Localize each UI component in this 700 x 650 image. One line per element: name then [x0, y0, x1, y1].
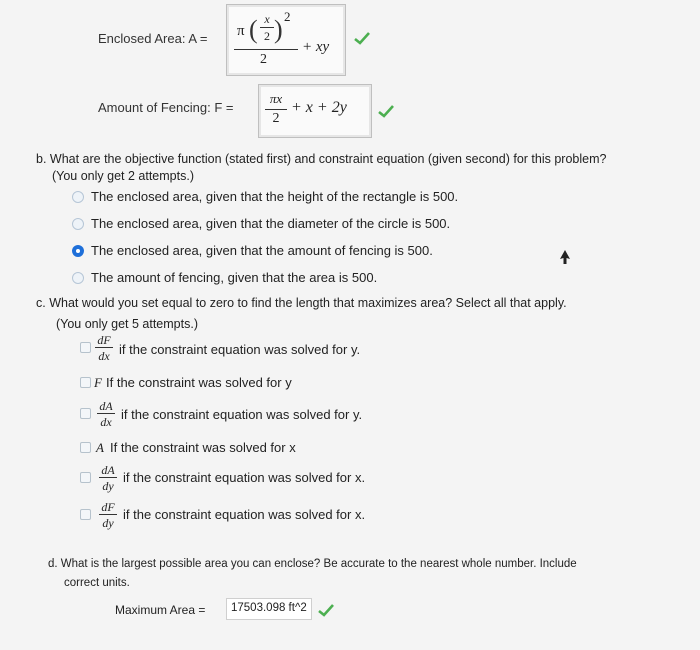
- part-c-checkbox-4[interactable]: [80, 472, 91, 483]
- part-c-opt4-text: if the constraint equation was solved for x.: [123, 470, 366, 485]
- max-area-input[interactable]: 17503.098 ft^2: [226, 598, 312, 620]
- area-answer-box[interactable]: [226, 4, 346, 76]
- part-d-question-line2: correct units.: [64, 577, 130, 589]
- part-c-checkbox-3[interactable]: [80, 442, 91, 453]
- part-b-option-1: The enclosed area, given that the diameter of the circle is 500.: [91, 216, 451, 231]
- part-c-opt2-text: if the constraint equation was solved for y.: [121, 407, 363, 422]
- part-c-checkbox-5[interactable]: [80, 509, 91, 520]
- part-c-opt2-bar: [97, 413, 115, 414]
- fencing-check-icon: [378, 104, 394, 118]
- part-c-opt1-prefix: F: [94, 375, 102, 390]
- area-label: Enclosed Area: A =: [98, 31, 208, 46]
- part-c-opt0-bar: [95, 347, 113, 348]
- part-c-question: c. What would you set equal to zero to find the length that maximizes area? Select all that apply.: [36, 296, 567, 310]
- area-pi: π: [237, 23, 245, 39]
- part-b-option-2: The enclosed area, given that the amount of fencing is 500.: [91, 243, 433, 258]
- area-x: x: [264, 12, 270, 26]
- part-b-radio-3[interactable]: [72, 272, 84, 284]
- part-b-radio-2-selected[interactable]: [72, 245, 84, 257]
- right-paren: ): [274, 15, 283, 44]
- area-exponent: 2: [284, 9, 291, 24]
- part-b-option-0: The enclosed area, given that the height of the rectangle is 500.: [91, 189, 459, 204]
- fencing-answer-box[interactable]: [258, 84, 372, 138]
- part-c-opt3-text: If the constraint was solved for x: [110, 440, 296, 455]
- area-inner-two: 2: [264, 29, 270, 43]
- part-b-option-3: The amount of fencing, given that the area is 500.: [91, 270, 378, 285]
- part-c-attempts: (You only get 5 attempts.): [56, 317, 198, 331]
- part-b-radio-1[interactable]: [72, 218, 84, 230]
- left-paren: (: [249, 15, 258, 44]
- fencing-fraction-bar: [265, 109, 287, 110]
- fencing-label: Amount of Fencing: F =: [98, 100, 234, 115]
- fencing-denominator: 2: [272, 111, 280, 126]
- fencing-numerator: πx: [269, 91, 283, 106]
- part-c-checkbox-1[interactable]: [80, 377, 91, 388]
- part-c-opt4-den: dy: [102, 479, 114, 493]
- part-c-opt0-den: dx: [98, 349, 110, 363]
- part-c-opt3-prefix: A: [96, 440, 104, 455]
- fencing-rest: + x + 2y: [291, 99, 347, 116]
- part-c-opt0-text: if the constraint equation was solved for y.: [119, 342, 361, 357]
- max-area-label: Maximum Area =: [115, 603, 206, 617]
- part-c-opt2-den: dx: [100, 415, 112, 429]
- part-c-opt2-num: dA: [99, 399, 113, 413]
- part-b-attempts: (You only get 2 attempts.): [52, 169, 194, 183]
- part-c-opt5-bar: [99, 514, 117, 515]
- part-c-checkbox-0[interactable]: [80, 342, 91, 353]
- part-b-question: b. What are the objective function (stated first) and constraint equation (given second) for this problem?: [36, 152, 607, 166]
- area-denominator: 2: [260, 52, 267, 67]
- part-c-checkbox-2[interactable]: [80, 408, 91, 419]
- part-c-opt5-den: dy: [102, 516, 114, 530]
- part-d-question-line1: d. What is the largest possible area you can enclose? Be accurate to the nearest whole number. Include: [48, 558, 577, 570]
- part-c-opt4-bar: [99, 477, 117, 478]
- part-c-opt0-num: dF: [97, 333, 111, 347]
- part-c-opt5-num: dF: [101, 500, 115, 514]
- area-inner-fraction-bar: [260, 27, 274, 28]
- part-c-opt4-num: dA: [101, 463, 115, 477]
- max-area-check-icon: [318, 603, 334, 617]
- area-check-icon: [354, 31, 370, 45]
- mouse-cursor-icon: [558, 249, 572, 265]
- part-c-opt5-text: if the constraint equation was solved for x.: [123, 507, 366, 522]
- part-c-opt1-text: If the constraint was solved for y: [106, 375, 292, 390]
- part-b-radio-0[interactable]: [72, 191, 84, 203]
- area-plus-xy: + xy: [302, 39, 330, 55]
- area-main-fraction-bar: [234, 49, 298, 50]
